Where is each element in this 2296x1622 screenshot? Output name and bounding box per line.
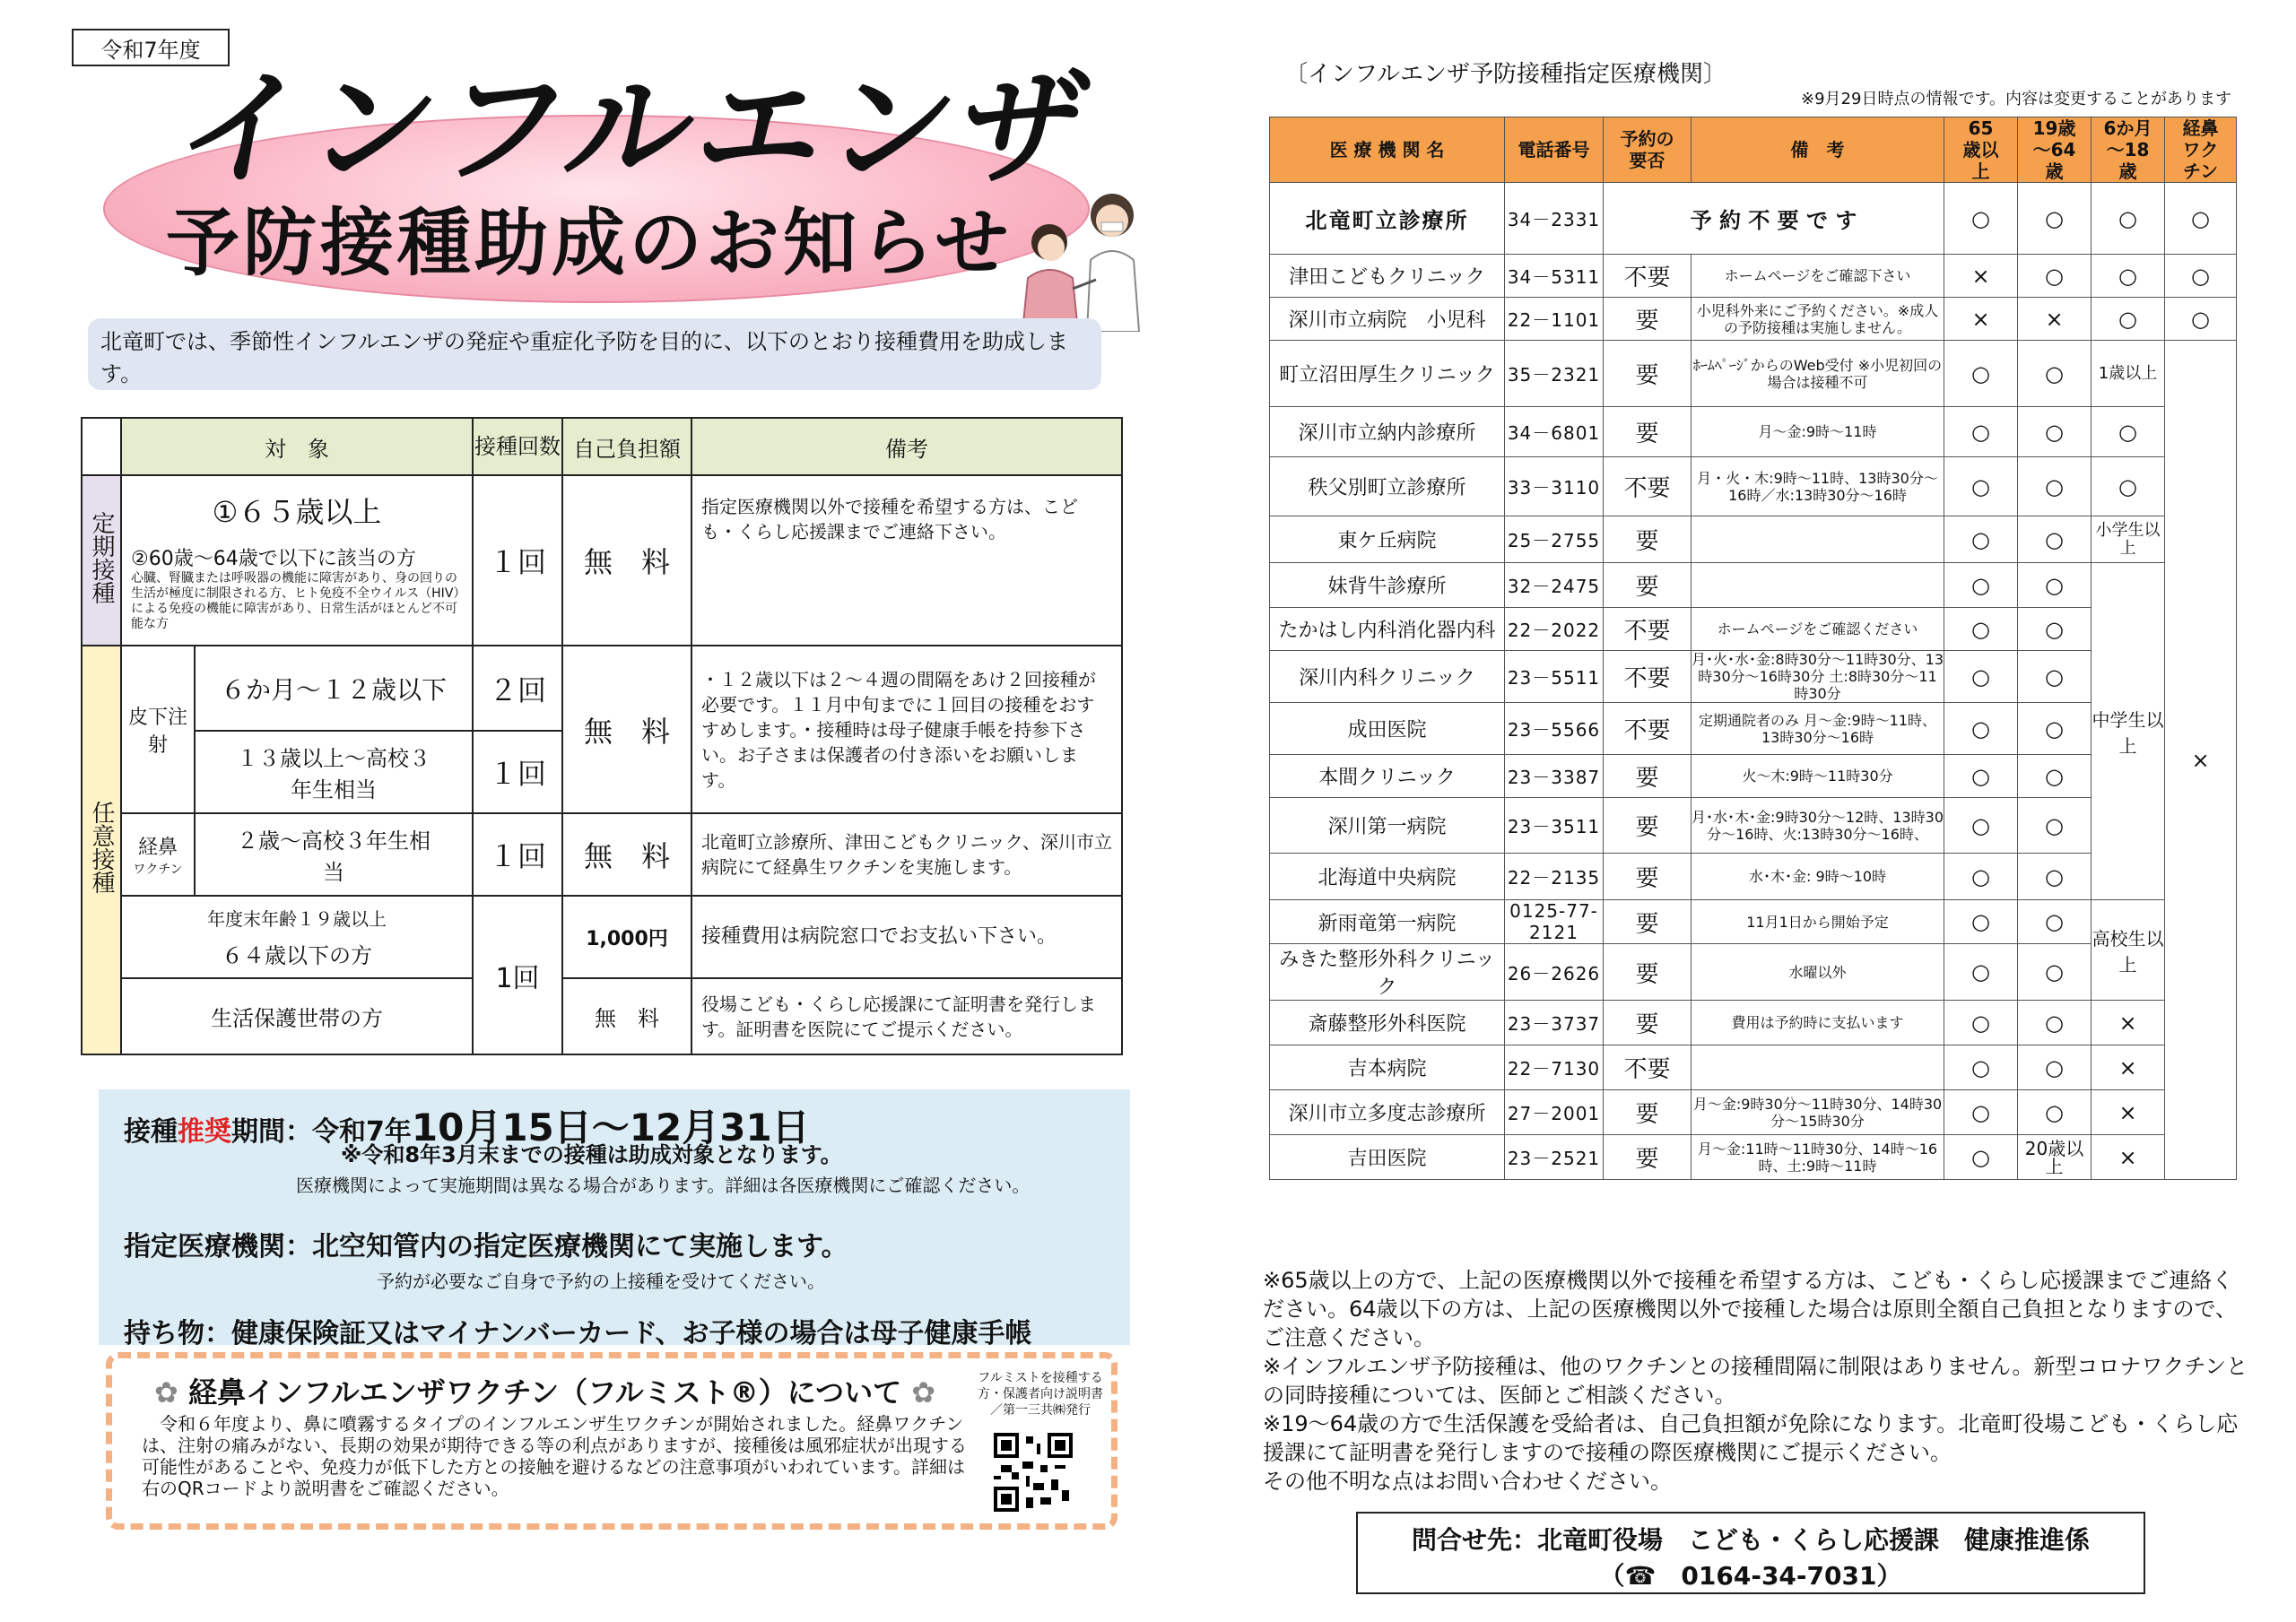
target-65-plus: ①６５歳以上 [212, 494, 382, 529]
reservation-required: 不要 [1604, 255, 1692, 298]
fiscal-year-badge: 令和7年度 [72, 29, 230, 66]
check-65-plus: ○ [1944, 516, 2018, 563]
check-19-64: ○ [2018, 255, 2092, 298]
facility-row [1270, 255, 2237, 298]
facilities-date-note: ※9月29日時点の情報です。内容は変更することがあります [1801, 90, 2231, 108]
reservation-required: 要 [1604, 900, 1692, 944]
check-65-plus: ○ [1944, 900, 2018, 944]
target-6m-12y: ６か月～１２歳以下 [195, 646, 473, 731]
count-row1: １回 [473, 475, 562, 646]
header-count: 接種回数 [473, 418, 562, 475]
reservation-required: 要 [1604, 341, 1692, 407]
facility-remark: 定期通院者のみ 月～金:9時～11時、13時30分～16時 [1692, 703, 1944, 755]
facility-tel: 22－2022 [1505, 608, 1604, 651]
facility-tel: 23－3387 [1505, 755, 1604, 798]
check-6m-18: 小学生以上 [2092, 516, 2165, 563]
reservation-required: 要 [1604, 798, 1692, 854]
check-19-64: × [2018, 298, 2092, 341]
count-row5: 1回 [473, 896, 562, 1054]
check-6m-18: ○ [2092, 407, 2165, 457]
facility-name: 深川内科クリニック [1270, 651, 1505, 703]
subsidy-table [81, 417, 1123, 1055]
facility-tel: 23－2521 [1505, 1135, 1604, 1180]
main-title: インフルエンザ [166, 56, 1104, 203]
facilities-table [1269, 117, 2237, 1180]
check-19-64: ○ [2018, 407, 2092, 457]
reservation-required: 要 [1604, 1001, 1692, 1045]
check-65-plus: ○ [1944, 1090, 2018, 1135]
check-65-plus: ○ [1944, 944, 2018, 1001]
cost-row6: 無 料 [562, 978, 691, 1054]
check-19-64: ○ [2018, 341, 2092, 407]
qr-code-icon[interactable] [994, 1433, 1073, 1512]
check-nasal: ○ [2165, 183, 2237, 255]
check-19-64: ○ [2018, 944, 2092, 1001]
facility-remark [1692, 1045, 1944, 1090]
reservation-required: 要 [1604, 854, 1692, 900]
check-65-plus: ○ [1944, 854, 2018, 900]
check-19-64: 20歳以上 [2018, 1135, 2092, 1180]
check-19-64: ○ [2018, 1090, 2092, 1135]
facility-tel: 23－3737 [1505, 1001, 1604, 1045]
footnote: ※インフルエンザ予防接種は、他のワクチンとの接種間隔に制限はありません。新型コロナワクチンとの同時接種については、医師とご相談ください。 [1263, 1354, 2248, 1408]
reservation-required: 不要 [1604, 651, 1692, 703]
facility-remark: 月･火･水･金:8時30分～11時30分、13時30分～16時30分 土:8時30分～11時30分 [1692, 651, 1944, 702]
facility-remark: 月～金:9時30分～11時30分、14時30分～15時30分 [1692, 1090, 1944, 1135]
check-65-plus: ○ [1944, 1135, 2018, 1180]
col-6m-18: 6か月～18歳 [2092, 117, 2165, 183]
cost-row5: 1,000円 [562, 896, 691, 978]
count-row2: ２回 [473, 646, 562, 731]
facility-remark: 月・火・木:9時～11時、13時30分～16時／水:13時30分～16時 [1692, 457, 1944, 516]
count-row3: １回 [473, 731, 562, 813]
facility-row [1270, 563, 2237, 608]
check-65-plus: ○ [1944, 341, 2018, 407]
facility-tel: 35－2321 [1505, 341, 1604, 407]
target-welfare: 生活保護世帯の方 [121, 978, 473, 1054]
check-6m-18: × [2092, 1135, 2165, 1180]
facility-tel: 0125-77-2121 [1505, 900, 1604, 944]
facility-name: みきた整形外科クリニック [1270, 944, 1505, 1001]
check-65-plus: ○ [1944, 703, 2018, 755]
check-65-plus: ○ [1944, 608, 2018, 651]
facility-tel: 34－5311 [1505, 255, 1604, 298]
facility-name: 北海道中央病院 [1270, 854, 1505, 900]
check-19-64: ○ [2018, 900, 2092, 944]
check-65-plus: × [1944, 255, 2018, 298]
col-name: 医 療 機 関 名 [1270, 117, 1505, 183]
check-6m-18: × [2092, 1045, 2165, 1090]
check-19-64: ○ [2018, 608, 2092, 651]
cost-row4: 無 料 [562, 813, 691, 896]
target-19-64: 年度末年齢１９歳以上 ６４歳以下の方 [121, 896, 473, 978]
target-13y-hs3: １３歳以上～高校３年生相当 [195, 731, 473, 813]
facility-row [1270, 457, 2237, 516]
reservation-required: 要 [1604, 516, 1692, 563]
facility-remark: 水曜以外 [1692, 944, 1944, 1001]
check-6m-18: 中学生以上 [2092, 563, 2165, 900]
optional-vaccination-label: 任意接種 [82, 646, 121, 1054]
header-cost: 自己負担額 [562, 418, 691, 475]
check-65-plus: ○ [1944, 651, 2018, 703]
check-65-plus: ○ [1944, 407, 2018, 457]
flumist-text: 令和６年度より、鼻に噴霧するタイプのインフルエンザ生ワクチンが開始されました。経鼻ワクチンは、注射の痛みがない、長期の効果が期待できる等の利点がありますが、接種後は風邪症状が出現する可能性があることや、免疫力が低下した方との接触を避けるなどの注意事項がいわれています。詳細は右のQRコードより説明書をご確認ください。 [142, 1413, 967, 1499]
facility-name: 北竜町立診療所 [1270, 183, 1505, 255]
facility-remark: 月･水･木･金:9時30分～12時、13時30分～16時、火:13時30分～16時、 [1692, 798, 1944, 854]
check-19-64: ○ [2018, 854, 2092, 900]
remark-row1: 指定医療機関以外で接種を希望する方は、こども・くらし応援課までご連絡下さい。 [691, 475, 1122, 646]
facility-tel: 34－2331 [1505, 183, 1604, 255]
check-nasal: ○ [2165, 298, 2237, 341]
bird-icon: ✿ [154, 1375, 178, 1409]
designated-facility: 指定医療機関：北空知管内の指定医療機関にて実施します。 [124, 1231, 848, 1262]
contact-phone: （☎ 0164-34-7031） [1599, 1561, 1902, 1591]
facility-name: 吉本病院 [1270, 1045, 1505, 1090]
facility-row [1270, 1001, 2237, 1045]
facility-name: 津田こどもクリニック [1270, 255, 1505, 298]
reservation-required: 要 [1604, 407, 1692, 457]
facility-name: 東ケ丘病院 [1270, 516, 1505, 563]
check-6m-18: × [2092, 1090, 2165, 1135]
facility-remark: 費用は予約時に支払います [1692, 1001, 1944, 1045]
facility-tel: 22－7130 [1505, 1045, 1604, 1090]
footnotes [1263, 1266, 2249, 1496]
reservation-required: 要 [1604, 755, 1692, 798]
target-60-64: ②60歳～64歳で以下に該当の方 [131, 547, 416, 570]
facility-tel: 32－2475 [1505, 563, 1604, 608]
nurse-vaccination-illustration [1013, 179, 1157, 332]
check-nasal: × [2165, 341, 2237, 1180]
period-note: ※令和8年3月末までの接種は助成対象となります。 [341, 1142, 842, 1167]
check-65-plus: ○ [1944, 563, 2018, 608]
period-note-2: 医療機関によって実施期間は異なる場合があります。詳細は各医療機関にご確認ください。 [296, 1175, 1031, 1196]
subcutaneous-label: 皮下注射 [121, 646, 195, 813]
check-19-64: ○ [2018, 798, 2092, 854]
remark-row5: 接種費用は病院窓口でお支払い下さい。 [691, 896, 1122, 978]
reservation-required: 不要 [1604, 608, 1692, 651]
vaccination-period: 接種推奨期間：令和7年10月15日～12月31日 [124, 1106, 810, 1149]
facility-tel: 25－2755 [1505, 516, 1604, 563]
sub-title: 予防接種助成のお知らせ [166, 200, 1013, 286]
facility-name: 吉田医院 [1270, 1135, 1505, 1180]
reservation-required: 要 [1604, 298, 1692, 341]
facility-tel: 34－6801 [1505, 407, 1604, 457]
check-65-plus: ○ [1944, 755, 2018, 798]
check-6m-18: ○ [2092, 298, 2165, 341]
facility-name: 成田医院 [1270, 703, 1505, 755]
items-to-bring: 持ち物：健康保険証又はマイナンバーカード、お子様の場合は母子健康手帳 [124, 1318, 1032, 1349]
check-19-64: ○ [2018, 703, 2092, 755]
check-65-plus: ○ [1944, 1001, 2018, 1045]
check-6m-18: ○ [2092, 457, 2165, 516]
facility-row [1270, 900, 2237, 944]
target-detail: 心臓、腎臓または呼吸器の機能に障害があり、身の回りの生活が極度に制限される方、ヒト免疫不全ウイルス（HIV）による免疫の機能に障害があり、日常生活がほとんど不可能な方 [131, 570, 460, 631]
facility-remark: 11月1日から開始予定 [1692, 900, 1944, 944]
flumist-title: ✿ 経鼻インフルエンザワクチン（フルミスト®）について ✿ [154, 1375, 936, 1409]
check-nasal: ○ [2165, 255, 2237, 298]
facility-tel: 22－1101 [1505, 298, 1604, 341]
check-19-64: ○ [2018, 563, 2092, 608]
remark-row4: 北竜町立診療所、津田こどもクリニック、深川市立病院にて経鼻生ワクチンを実施します。 [691, 813, 1122, 896]
facility-note: 予約が必要なご自身で予約の上接種を受けてください。 [377, 1271, 825, 1292]
check-65-plus: ○ [1944, 798, 2018, 854]
regular-vaccination-label: 定期接種 [82, 475, 121, 646]
col-65-plus: 65歳以上 [1944, 117, 2018, 183]
check-19-64: ○ [2018, 755, 2092, 798]
facility-remark: ホームページをご確認ください [1692, 608, 1944, 651]
count-row4: １回 [473, 813, 562, 896]
facility-row [1270, 516, 2237, 563]
facility-name: 新雨竜第一病院 [1270, 900, 1505, 944]
check-6m-18: 1歳以上 [2092, 341, 2165, 407]
nasal-label: 経鼻 ワクチン [121, 813, 195, 896]
reservation-required: 不要 [1604, 457, 1692, 516]
check-65-plus: ○ [1944, 1045, 2018, 1090]
facility-tel: 26－2626 [1505, 944, 1604, 1001]
facility-name: 町立沼田厚生クリニック [1270, 341, 1505, 407]
facility-row [1270, 1045, 2237, 1090]
facility-remark: 予 約 不 要 で す [1604, 183, 1944, 255]
facility-name: 本間クリニック [1270, 755, 1505, 798]
reservation-required: 不要 [1604, 1045, 1692, 1090]
facility-tel: 23－5511 [1505, 651, 1604, 703]
check-19-64: ○ [2018, 1001, 2092, 1045]
facility-remark: 月～金:11時～11時30分、14時～16時、土:9時～11時 [1692, 1135, 1944, 1180]
reservation-required: 要 [1604, 563, 1692, 608]
facility-remark: 月～金:9時～11時 [1692, 407, 1944, 457]
reservation-required: 要 [1604, 1135, 1692, 1180]
check-6m-18: 高校生以上 [2092, 900, 2165, 1001]
facility-remark: ホームページをご確認下さい [1692, 255, 1944, 298]
check-6m-18: × [2092, 1001, 2165, 1045]
contact-box [1356, 1512, 2145, 1594]
check-19-64: ○ [2018, 457, 2092, 516]
check-65-plus: × [1944, 298, 2018, 341]
check-19-64: ○ [2018, 183, 2092, 255]
facility-name: 深川市立多度志診療所 [1270, 1090, 1505, 1135]
target-2y-hs3: ２歳～高校３年生相当 [195, 813, 473, 896]
facility-row [1270, 1135, 2237, 1180]
facility-tel: 33－3110 [1505, 457, 1604, 516]
remark-row23: ・１２歳以下は２～４週の間隔をあけ２回接種が必要です。１１月中旬までに１回目の接種をおすすめします。・接種時は母子健康手帳を持参下さい。お子さまは保護者の付き添いをお願いします。 [691, 646, 1122, 813]
facility-name: たかはし内科消化器内科 [1270, 608, 1505, 651]
check-19-64: ○ [2018, 516, 2092, 563]
facility-tel: 22－2135 [1505, 854, 1604, 900]
reservation-required: 要 [1604, 1090, 1692, 1135]
intro-text: 北竜町では、季節性インフルエンザの発症や重症化予防を目的に、以下のとおり接種費用を助成します。 [88, 318, 1101, 390]
header-remark: 備考 [691, 418, 1122, 475]
facility-tel: 23－5566 [1505, 703, 1604, 755]
footnote: ※65歳以上の方で、上記の医療機関以外で接種を希望する方は、こども・くらし応援課までご連絡ください。64歳以下の方は、上記の医療機関以外で接種した場合は原則全額自己負担となりますので、ご注意ください。 [1263, 1268, 2238, 1350]
facilities-heading: 〔インフルエンザ予防接種指定医療機関〕 [1284, 61, 1726, 88]
remark-row6: 役場こども・くらし応援課にて証明書を発行します。証明書を医院にてご提示ください。 [691, 978, 1122, 1054]
check-19-64: ○ [2018, 651, 2092, 703]
facility-row [1270, 1090, 2237, 1135]
facility-name: 斎藤整形外科医院 [1270, 1001, 1505, 1045]
facility-row [1270, 298, 2237, 341]
col-reservation: 予約の要否 [1604, 117, 1692, 183]
facility-remark [1692, 516, 1944, 563]
col-remark: 備 考 [1692, 117, 1944, 183]
header-target: 対 象 [121, 418, 473, 475]
check-19-64: ○ [2018, 1045, 2092, 1090]
footnote: ※19～64歳の方で生活保護を受給者は、自己負担額が免除になります。北竜町役場こども・くらし応援課にて証明書を発行しますので接種の際医療機関にご提示ください。 [1263, 1411, 2239, 1465]
facility-name: 深川第一病院 [1270, 798, 1505, 854]
cost-row23: 無 料 [562, 646, 691, 813]
facility-remark: 水･木･金: 9時～10時 [1692, 854, 1944, 900]
check-65-plus: ○ [1944, 457, 2018, 516]
reservation-required: 不要 [1604, 703, 1692, 755]
col-19-64: 19歳～64歳 [2018, 117, 2092, 183]
facility-remark: 小児科外来にご予約ください。※成人の予防接種は実施しません。 [1692, 298, 1944, 341]
facility-remark: ﾎｰﾑﾍﾟｰｼﾞからのWeb受付 ※小児初回の場合は接種不可 [1692, 341, 1944, 407]
facility-remark: 火～木:9時～11時30分 [1692, 755, 1944, 798]
cost-row1: 無 料 [562, 475, 691, 646]
facility-name: 深川市立病院 小児科 [1270, 298, 1505, 341]
footnote: その他不明な点はお問い合わせください。 [1263, 1469, 1672, 1494]
facility-tel: 23－3511 [1505, 798, 1604, 854]
check-65-plus: ○ [1944, 183, 2018, 255]
facility-tel: 27－2001 [1505, 1090, 1604, 1135]
col-tel: 電話番号 [1505, 117, 1604, 183]
contact-office: 問合せ先：北竜町役場 こども・くらし応援課 健康推進係 [1411, 1525, 2090, 1555]
check-6m-18: ○ [2092, 255, 2165, 298]
check-6m-18: ○ [2092, 183, 2165, 255]
facility-name: 深川市立納内診療所 [1270, 407, 1505, 457]
facility-row [1270, 407, 2237, 457]
bird-icon: ✿ [911, 1375, 936, 1409]
facility-name: 妹背牛診療所 [1270, 563, 1505, 608]
facility-remark [1692, 563, 1944, 608]
facility-name: 秩父別町立診療所 [1270, 457, 1505, 516]
col-nasal: 経鼻ワクチン [2165, 117, 2237, 183]
facility-row [1270, 341, 2237, 407]
reservation-required: 要 [1604, 944, 1692, 1001]
flumist-side-note: フルミストを接種する方・保護者向け説明書／第一三共㈱発行 [978, 1371, 1103, 1418]
